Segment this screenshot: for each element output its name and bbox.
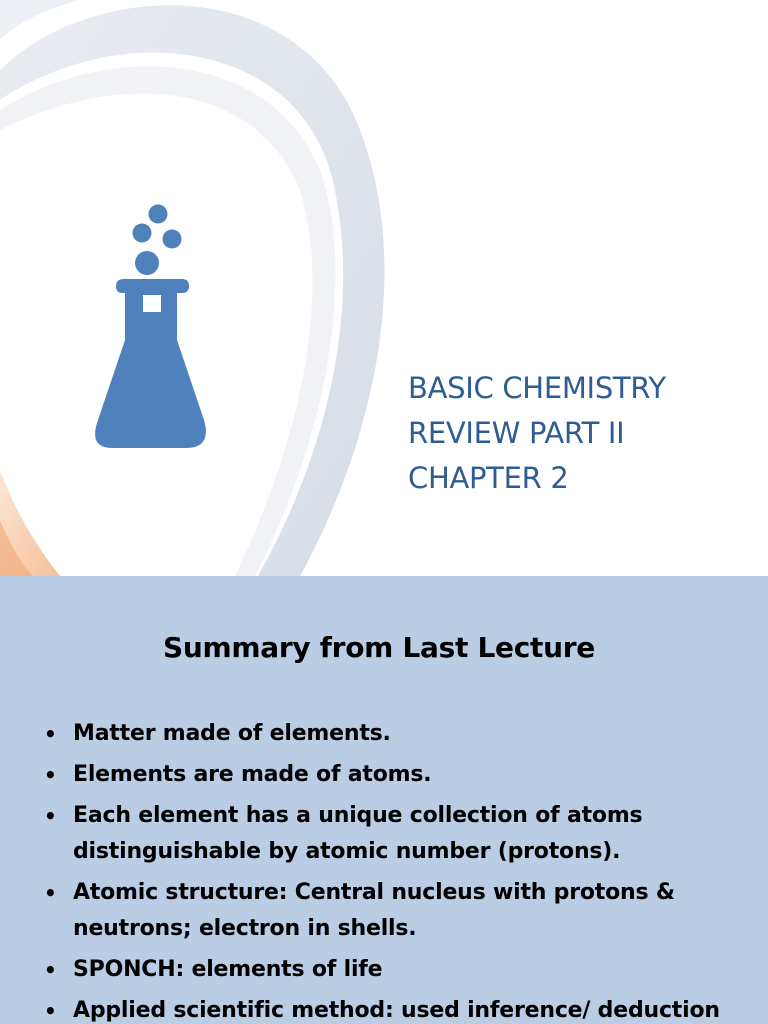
bullet-item: • Atomic structure: Central nucleus with protons & neutrons; electron in shells. [42,875,742,947]
bullet-dot-icon: • [44,722,57,746]
bullet-dot-icon: • [44,804,57,828]
bullet-dot-icon: • [44,881,57,905]
summary-title: Summary from Last Lecture [163,631,595,664]
flask-icon [90,200,215,455]
bullet-item: • Applied scientific method: used inference/ deduction [42,993,742,1024]
bullet-item: • Matter made of elements. [42,716,742,752]
bullet-item: • SPONCH: elements of life [42,952,742,988]
bullet-item: • Elements are made of atoms. [42,757,742,793]
bullet-dot-icon: • [44,999,57,1023]
bullet-item: • Each element has a unique collection of atoms distinguishable by atomic number (protons). [42,798,742,870]
bullet-list [42,716,742,1024]
summary-slide [0,576,768,1024]
bullet-dot-icon: • [44,763,57,787]
slide-title [408,366,748,501]
bullet-dot-icon: • [44,958,57,982]
title-line-3: CHAPTER 2 [408,461,569,495]
title-line-1: BASIC CHEMISTRY [408,371,666,405]
title-line-2: REVIEW PART II [408,416,625,450]
